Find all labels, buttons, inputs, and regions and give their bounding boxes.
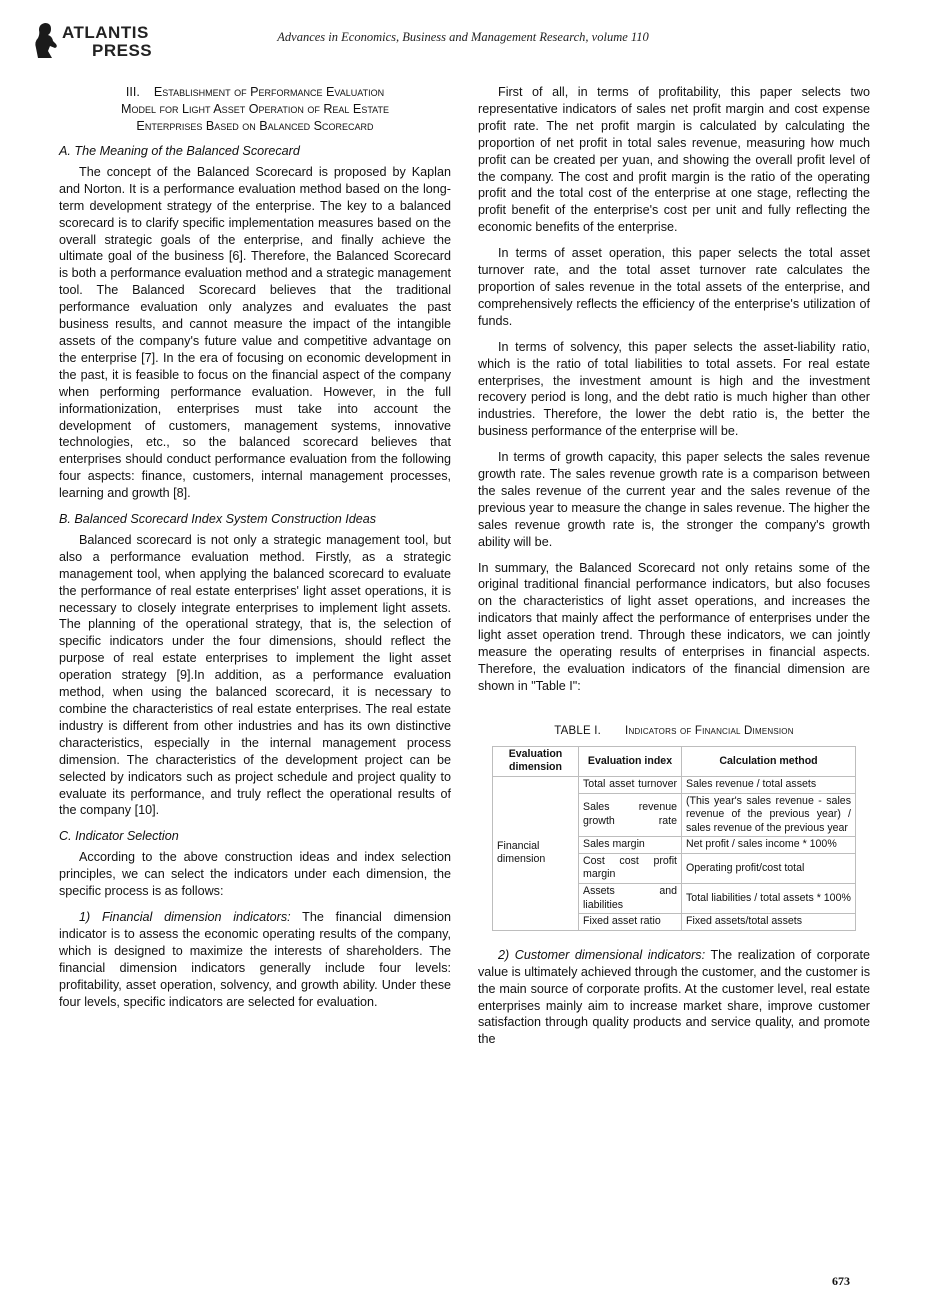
table-header-cell: Evaluation dimension xyxy=(493,746,579,776)
left-column xyxy=(59,84,451,1019)
section-title-line3: Enterprises Based on Balanced Scorecard xyxy=(136,119,374,133)
logo-wordmark-line2: PRESS xyxy=(92,41,153,60)
financial-dimension-lead: 1) Financial dimension indicators: xyxy=(79,909,291,924)
paragraph-customer-dimension xyxy=(478,947,870,1048)
index-cell: Fixed asset ratio xyxy=(579,914,682,931)
method-cell: Net profit / sales income * 100% xyxy=(682,837,856,854)
running-title: Advances in Economics, Business and Management Research, volume 110 xyxy=(277,30,649,44)
subsection-heading-b: B. Balanced Scorecard Index System Construction Ideas xyxy=(59,512,377,527)
subsection-heading-c: C. Indicator Selection xyxy=(59,829,179,844)
section-title-line1: Establishment of Performance Evaluation xyxy=(153,85,385,99)
paragraph-balanced-scorecard-meaning: The concept of the Balanced Scorecard is proposed by Kaplan and Norton. It is a performance evaluation method based on the long-term development strategy of the enterprise. The key to a balanced scorecard is to clarify specific implementation measures based on the overall strategic goals of the enterprise, and finally achieve the ultimate goal of the business [6]. Therefore, the Balanced Scorecard is both a performance evaluation method and a strategic management tool. The Balanced Scorecard believes that the traditional performance evaluation only analyzes and evaluates the past business results, and cannot measure the impact of the intangible assets of the company's future value and competitive advantage on the enterprise [7]. In the era of focusing on economic development in the past, it is feasible to focus on the financial aspect of the company when performing performance evaluation. However, in the full informationization, enterprises must take into account the development of customers, management systems, innovative technologies, etc., so the balanced scorecard believes that enterprises should conduct performance evaluation from the following four aspects: finance, customers, internal management processes, learning and growth [8]. xyxy=(59,164,451,501)
right-column xyxy=(478,84,870,1057)
table-row xyxy=(493,776,856,793)
method-cell: (This year's sales revenue - sales revenue of the previous year) / sales revenue of the previous year xyxy=(682,793,856,837)
method-cell: Operating profit/cost total xyxy=(682,853,856,883)
financial-dimension-body: The financial dimension indicator is to assess the economic operating results of the company, which is designed to maximize the interests of shareholders. The financial dimension indicators generally include four levels: profitability, asset operation, solvency, and growth ability. Under these four levels, specific indicators are selected for evaluation. xyxy=(59,909,451,1009)
method-cell: Fixed assets/total assets xyxy=(682,914,856,931)
index-cell: Cost cost profit margin xyxy=(579,853,682,883)
index-cell: Sales revenue growth rate xyxy=(579,793,682,837)
paragraph-index-system-ideas: Balanced scorecard is not only a strategic management tool, but also a performance evaluation method. Firstly, as a strategic management tool, when applying the balanced scorecard to evaluate the performance of real estate enterprises' light asset operations, it is necessary to closely integrate enterprises to implement light assets. The planning of the operational strategy, that is, the selection of specific indicators under the four dimensions, should reflect the purpose of real estate enterprises to implement the light asset operation strategy [9].In addition, as a performance evaluation method, when using the balanced scorecard, it is necessary to combine the characteristics of real estate enterprises. The real estate industry is different from other industries and has its own distinctive characteristics, especially in the internal management process dimension. The characteristics of the development project can be selected by indicators such as project schedule and project quality to evaluate its performance, and truly reflect the operational results of the company [10]. xyxy=(59,532,451,818)
paragraph-financial-dimension xyxy=(59,909,451,1010)
paragraph-growth-capacity: In terms of growth capacity, this paper selects the sales revenue growth rate. The sales revenue growth rate is a comparison between the sales revenue of the current year and the sales revenue of the previous year to measure the change in sales revenue. The higher the sales revenue growth rate is, the stronger the company's growth ability will be. xyxy=(478,450,870,549)
method-cell: Sales revenue / total assets xyxy=(682,776,856,793)
method-cell: Total liabilities / total assets * 100% xyxy=(682,884,856,914)
dimension-cell: Financial dimension xyxy=(493,776,579,930)
paragraph-asset-operation: In terms of asset operation, this paper selects the total asset turnover rate, and the total asset turnover rate calculates the proportion of sales revenue in the total assets of the enterprise, and comprehensively reflects the efficiency of the enterprise's utilization of funds. xyxy=(478,246,870,328)
table-title: Indicators of Financial Dimension xyxy=(625,724,794,737)
page-number: 673 xyxy=(832,1274,850,1288)
section-heading xyxy=(59,84,451,135)
paragraph-indicator-selection: According to the above construction ideas and index selection principles, we can select the indicators under each dimension, the specific process is as follows: xyxy=(59,850,451,899)
section-title-line2: Model for Light Asset Operation of Real Estate xyxy=(120,102,389,116)
financial-indicators-table xyxy=(492,746,856,931)
table-header-cell: Evaluation index xyxy=(579,746,682,776)
paragraph-solvency: In terms of solvency, this paper selects the asset-liability ratio, which is the ratio of total liabilities to total assets. For real estate enterprises, the investment amount is high and the investment recovery period is long, and the debt ratio is much higher than other industries. Therefore, the lower the debt ratio is, the better the business performance of the enterprise will be. xyxy=(478,339,870,439)
paragraph-profitability: First of all, in terms of profitability, this paper selects two representative indicators of sales net profit margin and cost expense profit rate. The net profit margin is calculated by calculating the proportion of net profit in total sales revenue, measuring how much profit can be created per yuan, and showing the overall profit level of the company. The cost and profit margin is the ratio of the operating profit and the total cost of the enterprise at one stage, reflecting the profit benefit of the enterprise's cost per unit and fully reflecting the economic benefits of the enterprise. xyxy=(478,85,870,235)
logo-wordmark-line1: ATLANTIS xyxy=(62,23,149,42)
paragraph-summary: In summary, the Balanced Scorecard not only retains some of the original traditional financial performance indicators, but also focuses on the characteristics of light asset operations, and increases the indicators that mainly affect the performance of enterprises under the light asset operation trend. Through these indicators, we can jointly measure the operating results of enterprises in financial aspects. Therefore, the evaluation indicators of the financial dimension are shown in "Table I": xyxy=(478,560,870,693)
index-cell: Total asset turnover xyxy=(579,776,682,793)
section-number: III. xyxy=(125,85,140,99)
index-cell: Sales margin xyxy=(579,837,682,854)
table-header-cell: Calculation method xyxy=(682,746,856,776)
index-cell: Assets and liabilities xyxy=(579,884,682,914)
customer-dimension-body: The realization of corporate value is ultimately achieved through the customer, and the customer is the main source of corporate profits. At the customer level, real estate enterprises mainly aim to increase market share, improve customer satisfaction through quality products and service quality, and promote the xyxy=(478,947,871,1047)
subsection-heading-a: A. The Meaning of the Balanced Scorecard xyxy=(59,144,300,158)
table-caption xyxy=(478,723,870,740)
table-header-row xyxy=(493,746,856,776)
table-label: TABLE I. xyxy=(554,724,602,737)
customer-dimension-lead: 2) Customer dimensional indicators: xyxy=(498,947,706,962)
